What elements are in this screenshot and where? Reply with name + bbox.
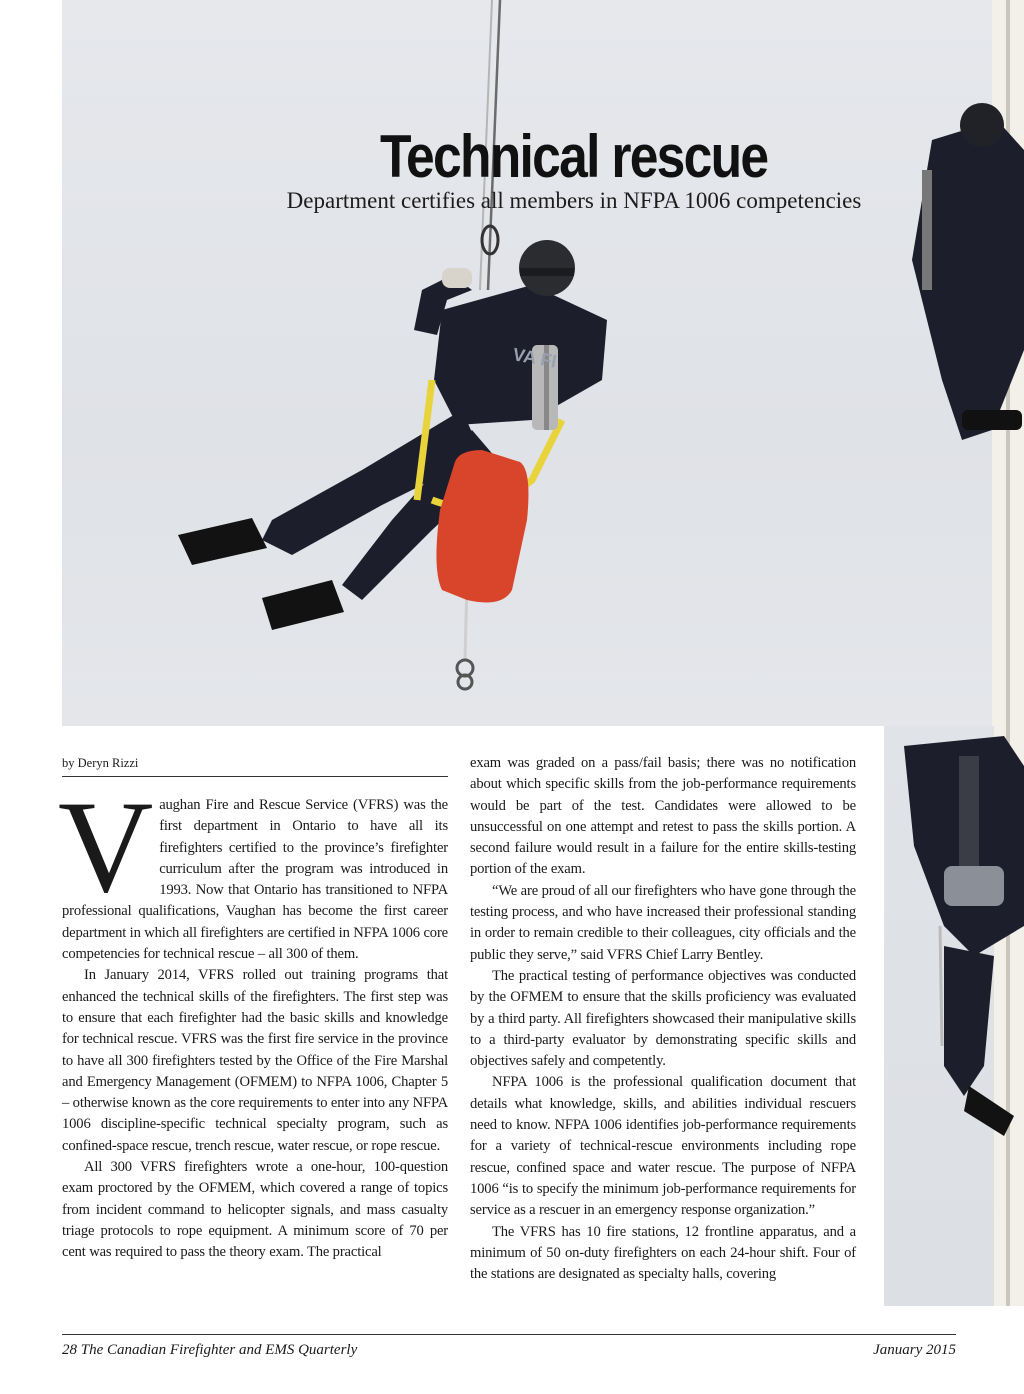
footer-divider bbox=[62, 1334, 956, 1335]
rescue-scene-illustration bbox=[62, 0, 1024, 726]
shirt-lettering: VA FI bbox=[511, 344, 559, 372]
article-column-2 bbox=[470, 753, 856, 1285]
article-subtitle: Department certifies all members in NFPA 1006 competencies bbox=[286, 188, 862, 213]
climbers-illustration bbox=[884, 726, 1024, 1306]
hero-photo bbox=[62, 0, 1024, 726]
drop-cap: V bbox=[58, 773, 154, 920]
paragraph: In January 2014, VFRS rolled out training programs that enhanced the technical skills of the firefighters. The first step was to ensure that each firefighter had the basic skills and knowledge for technical rescue. VFRS was the first fire service in the province to have all 300 firefighters tested by the Office of the Fire Marshal and Emergency Management (OFMEM) to NFPA 1006, Chapter 5 – otherwise known as the core requirements to enter into any NFPA 1006 discipline-specific technical specialty program, such as confined-space rescue, trench rescue, water rescue, or rope rescue. bbox=[62, 967, 448, 1154]
paragraph: “We are proud of all our firefighters who have gone through the testing process, and who have increased their professional standing in order to remain credible to their colleagues, city officials and the public they serve,” said VFRS Chief Larry Bentley. bbox=[470, 882, 856, 963]
paragraph-text: aughan Fire and Rescue Service (VFRS) was the first department in Ontario to have all its firefighters certified to the province’s firefighter curriculum after the program was introduced in 1993. Now that Ontario has transitioned to NFPA professional qualifications, Vaughan has become the first career department in which all firefighters are certified in NFPA 1006 core competencies for technical rescue – all 300 of them. bbox=[62, 797, 448, 963]
footer-issue-date: January 2015 bbox=[873, 1342, 956, 1358]
paragraph: The VFRS has 10 fire stations, 12 frontline apparatus, and a minimum of 50 on-duty firefighters on each 24-hour shift. Four of the stations are designated as specialty halls, covering bbox=[470, 1223, 856, 1283]
paragraph: All 300 VFRS firefighters wrote a one-hour, 100-question exam proctored by the OFMEM, which covered a range of topics from incident command to helicopter signals, and mass casualty triage protocols to rope equipment. A minimum score of 70 per cent was required to pass the theory exam. The practical bbox=[62, 1159, 448, 1261]
byline: by Deryn Rizzi bbox=[62, 756, 448, 777]
footer-page-and-publication: 28 The Canadian Firefighter and EMS Quarterly bbox=[62, 1342, 358, 1358]
paragraph: exam was graded on a pass/fail basis; there was no notification about which specific skills from the job-performance requirements would be part of the test. Candidates were allowed to be unsuccessful on one attempt and retest to pass the skills portion. A second failure would result in a failure for the entire skills-testing portion of the exam. bbox=[470, 755, 856, 878]
photo-right-strip bbox=[884, 726, 1024, 1306]
paragraph bbox=[58, 773, 448, 965]
rescuer-figure bbox=[178, 240, 607, 630]
article-column-1 bbox=[58, 773, 448, 1264]
paragraph: The practical testing of performance objectives was conducted by the OFMEM to ensure that the skills proficiency was evaluated by a third party. All firefighters showcased their manipulative skills to a third-party evaluator by demonstrating specific skills and objectives safely and competently. bbox=[470, 967, 856, 1070]
article-title: Technical rescue bbox=[380, 123, 768, 190]
paragraph: NFPA 1006 is the professional qualification document that details what knowledge, skills, and abilities individual rescuers need to know. NFPA 1006 identifies job-performance requirements for a variety of technical-rescue environments including rope rescue, confined space and water rescue. The purpose of NFPA 1006 “is to specify the minimum job-performance requirements for service as a rescuer in an emergency response organization.” bbox=[470, 1074, 856, 1219]
